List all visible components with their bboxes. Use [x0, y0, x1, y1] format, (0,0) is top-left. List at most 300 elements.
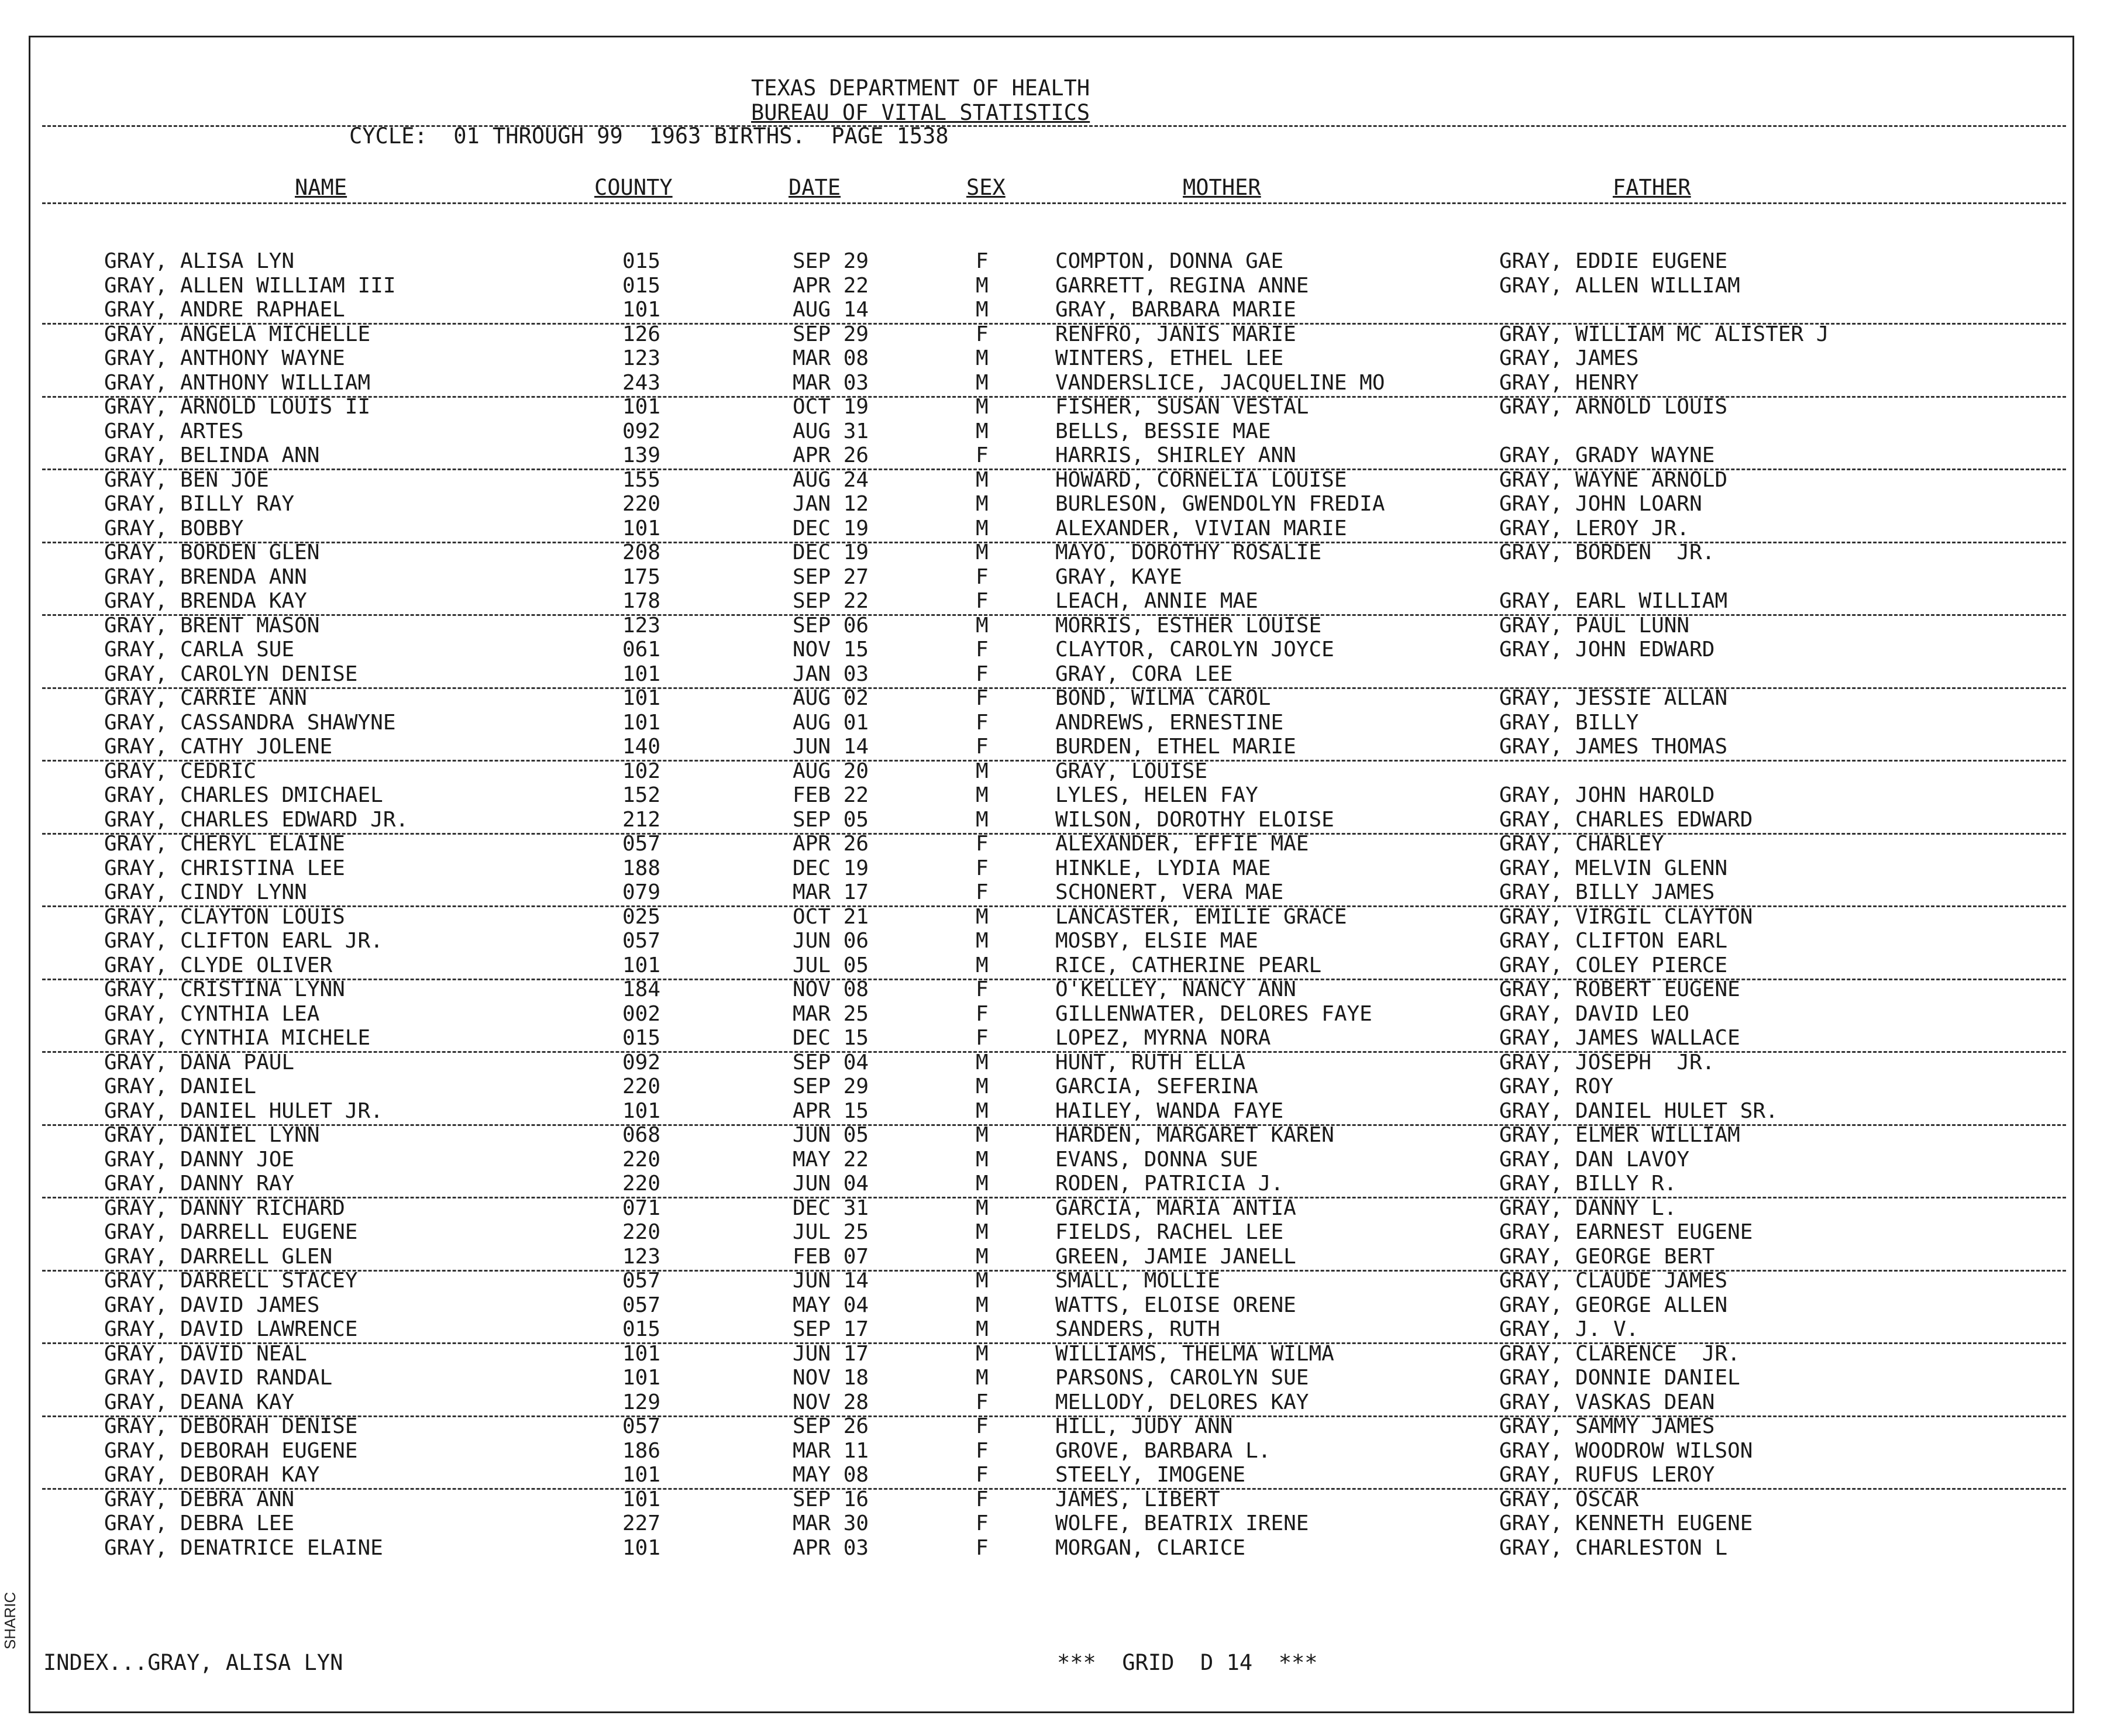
- header-bureau: BUREAU OF VITAL STATISTICS: [751, 100, 1090, 125]
- cell-name: GRAY, DAVID NEAL: [104, 1341, 307, 1366]
- cell-father: GRAY, CLARENCE JR.: [1499, 1341, 1740, 1366]
- cell-county: 175: [622, 564, 661, 589]
- cell-father: GRAY, GEORGE BERT: [1499, 1244, 1715, 1269]
- table-row: [30, 1026, 2072, 1050]
- cell-mother: MORGAN, CLARICE: [1055, 1535, 1246, 1560]
- cell-county: 102: [622, 759, 661, 783]
- cell-sex: M: [976, 759, 989, 783]
- cell-father: GRAY, DAVID LEO: [1499, 1001, 1690, 1026]
- cell-county: 101: [622, 953, 661, 977]
- cell-mother: FISHER, SUSAN VESTAL: [1055, 395, 1309, 419]
- cell-date: MAR 30: [793, 1511, 869, 1535]
- cell-mother: GREEN, JAMIE JANELL: [1055, 1244, 1296, 1269]
- table-row: [30, 1511, 2072, 1536]
- cell-mother: GARCIA, SEFERINA: [1055, 1074, 1258, 1098]
- cell-county: 101: [622, 298, 661, 322]
- cell-mother: LOPEZ, MYRNA NORA: [1055, 1026, 1271, 1050]
- cell-county: 220: [622, 1147, 661, 1172]
- row-divider: [42, 396, 2066, 398]
- cell-name: GRAY, CHRISTINA LEE: [104, 856, 345, 880]
- cell-county: 101: [622, 662, 661, 686]
- cell-mother: GARCIA, MARIA ANTIA: [1055, 1196, 1296, 1220]
- cell-mother: SCHONERT, VERA MAE: [1055, 880, 1284, 904]
- cell-mother: HUNT, RUTH ELLA: [1055, 1050, 1246, 1074]
- cell-name: GRAY, CHARLES EDWARD JR.: [104, 807, 409, 832]
- cell-date: NOV 28: [793, 1390, 869, 1414]
- cell-sex: F: [976, 710, 989, 735]
- cell-name: GRAY, ANGELA MICHELLE: [104, 322, 371, 346]
- cell-father: GRAY, DAN LAVOY: [1499, 1147, 1690, 1172]
- cell-father: GRAY, GEORGE ALLEN: [1499, 1293, 1728, 1317]
- cell-name: GRAY, CATHY JOLENE: [104, 735, 333, 759]
- cell-name: GRAY, BORDEN GLEN: [104, 540, 320, 564]
- cell-mother: GRAY, KAYE: [1055, 564, 1182, 589]
- table-row: [30, 662, 2072, 687]
- cell-mother: HOWARD, CORNELIA LOUISE: [1055, 467, 1347, 492]
- table-row: [30, 905, 2072, 929]
- cell-father: GRAY, J. V.: [1499, 1317, 1639, 1341]
- header-divider: [42, 125, 2066, 127]
- cell-mother: WOLFE, BEATRIX IRENE: [1055, 1511, 1309, 1535]
- cell-father: GRAY, BORDEN JR.: [1499, 540, 1715, 564]
- cell-name: GRAY, CYNTHIA LEA: [104, 1001, 320, 1026]
- cell-county: 057: [622, 1414, 661, 1438]
- cell-sex: M: [976, 1317, 989, 1341]
- table-row: [30, 274, 2072, 298]
- cell-date: SEP 06: [793, 613, 869, 638]
- column-header-mother: MOTHER: [1183, 175, 1261, 200]
- cell-sex: M: [976, 370, 989, 395]
- cell-date: MAR 03: [793, 370, 869, 395]
- table-row: [30, 614, 2072, 638]
- cell-father: GRAY, GRADY WAYNE: [1499, 443, 1715, 467]
- cell-county: 186: [622, 1438, 661, 1463]
- cell-county: 123: [622, 346, 661, 370]
- cell-date: MAY 04: [793, 1293, 869, 1317]
- cell-date: MAR 11: [793, 1438, 869, 1463]
- cell-father: GRAY, ELMER WILLIAM: [1499, 1123, 1740, 1147]
- cell-date: DEC 19: [793, 516, 869, 540]
- cell-name: GRAY, CARLA SUE: [104, 638, 295, 662]
- cell-date: SEP 29: [793, 322, 869, 346]
- table-row: [30, 1342, 2072, 1366]
- cell-date: SEP 17: [793, 1317, 869, 1341]
- cell-date: SEP 29: [793, 1074, 869, 1098]
- cell-date: SEP 29: [793, 249, 869, 273]
- cell-name: GRAY, DENATRICE ELAINE: [104, 1535, 383, 1560]
- table-row: [30, 808, 2072, 832]
- cell-county: 015: [622, 1026, 661, 1050]
- cell-name: GRAY, DEBORAH KAY: [104, 1463, 320, 1487]
- cell-mother: SMALL, MOLLIE: [1055, 1269, 1220, 1293]
- table-row: [30, 1414, 2072, 1439]
- cell-name: GRAY, BELINDA ANN: [104, 443, 320, 467]
- cell-name: GRAY, CARRIE ANN: [104, 686, 307, 710]
- cell-name: GRAY, BEN JOE: [104, 467, 269, 492]
- cell-mother: ALEXANDER, EFFIE MAE: [1055, 832, 1309, 856]
- table-row: [30, 638, 2072, 662]
- cell-sex: M: [976, 1341, 989, 1366]
- cell-sex: M: [976, 467, 989, 492]
- table-row: [30, 1074, 2072, 1099]
- cell-county: 188: [622, 856, 661, 880]
- cell-father: GRAY, OSCAR: [1499, 1487, 1639, 1511]
- cell-mother: GROVE, BARBARA L.: [1055, 1438, 1271, 1463]
- cell-mother: WATTS, ELOISE ORENE: [1055, 1293, 1296, 1317]
- cell-county: 068: [622, 1123, 661, 1147]
- cell-father: GRAY, SAMMY JAMES: [1499, 1414, 1715, 1438]
- cell-county: 220: [622, 1074, 661, 1098]
- table-row: [30, 443, 2072, 468]
- table-row: [30, 419, 2072, 444]
- table-row: [30, 711, 2072, 735]
- cell-father: GRAY, BILLY JAMES: [1499, 880, 1715, 904]
- cell-mother: GILLENWATER, DELORES FAYE: [1055, 1001, 1372, 1026]
- table-row: [30, 1536, 2072, 1561]
- table-row: [30, 1245, 2072, 1269]
- cell-sex: F: [976, 662, 989, 686]
- cell-mother: FIELDS, RACHEL LEE: [1055, 1220, 1284, 1244]
- cell-sex: M: [976, 1098, 989, 1123]
- cell-date: SEP 04: [793, 1050, 869, 1074]
- cell-county: 101: [622, 1341, 661, 1366]
- cell-father: GRAY, JOHN LOARN: [1499, 492, 1702, 516]
- table-row: [30, 880, 2072, 905]
- cell-mother: WINTERS, ETHEL LEE: [1055, 346, 1284, 370]
- cell-father: GRAY, CHARLEY: [1499, 832, 1664, 856]
- cell-mother: BURDEN, ETHEL MARIE: [1055, 735, 1296, 759]
- cell-sex: M: [976, 1366, 989, 1390]
- cell-county: 015: [622, 273, 661, 298]
- table-row: [30, 1196, 2072, 1221]
- cell-county: 101: [622, 395, 661, 419]
- table-row: [30, 1220, 2072, 1245]
- cell-county: 101: [622, 1098, 661, 1123]
- cell-father: GRAY, JAMES THOMAS: [1499, 735, 1728, 759]
- cell-date: NOV 18: [793, 1366, 869, 1390]
- cell-date: NOV 08: [793, 977, 869, 1001]
- cell-name: GRAY, DEBRA ANN: [104, 1487, 295, 1511]
- cell-sex: F: [976, 1438, 989, 1463]
- cell-county: 178: [622, 589, 661, 613]
- table-row: [30, 735, 2072, 759]
- cell-sex: F: [976, 1535, 989, 1560]
- cell-father: GRAY, ROY: [1499, 1074, 1614, 1098]
- cell-date: SEP 27: [793, 564, 869, 589]
- cell-mother: ALEXANDER, VIVIAN MARIE: [1055, 516, 1347, 540]
- cell-father: GRAY, WILLIAM MC ALISTER J: [1499, 322, 1829, 346]
- table-row: [30, 322, 2072, 347]
- cell-date: NOV 15: [793, 638, 869, 662]
- cell-county: 155: [622, 467, 661, 492]
- cell-name: GRAY, ANDRE RAPHAEL: [104, 298, 345, 322]
- cell-sex: F: [976, 880, 989, 904]
- table-row: [30, 346, 2072, 371]
- cell-name: GRAY, DANIEL HULET JR.: [104, 1098, 383, 1123]
- cell-name: GRAY, DARRELL GLEN: [104, 1244, 333, 1269]
- cell-father: GRAY, DONNIE DANIEL: [1499, 1366, 1740, 1390]
- cell-sex: M: [976, 273, 989, 298]
- cell-mother: GRAY, CORA LEE: [1055, 662, 1233, 686]
- cell-father: GRAY, VIRGIL CLAYTON: [1499, 904, 1753, 929]
- cell-mother: BURLESON, GWENDOLYN FREDIA: [1055, 492, 1385, 516]
- cell-father: GRAY, DANNY L.: [1499, 1196, 1677, 1220]
- cell-mother: BOND, WILMA CAROL: [1055, 686, 1271, 710]
- cell-name: GRAY, ALISA LYN: [104, 249, 295, 273]
- cell-county: 126: [622, 322, 661, 346]
- cell-sex: F: [976, 856, 989, 880]
- cell-name: GRAY, DEBORAH EUGENE: [104, 1438, 358, 1463]
- cell-mother: HAILEY, WANDA FAYE: [1055, 1098, 1284, 1123]
- cell-father: GRAY, EDDIE EUGENE: [1499, 249, 1728, 273]
- cell-county: 057: [622, 929, 661, 953]
- column-header-sex: SEX: [966, 175, 1006, 200]
- cell-sex: F: [976, 1487, 989, 1511]
- cell-sex: M: [976, 346, 989, 370]
- cell-date: AUG 31: [793, 419, 869, 443]
- row-divider: [42, 1342, 2066, 1344]
- table-row: [30, 1269, 2072, 1293]
- cell-mother: HARRIS, SHIRLEY ANN: [1055, 443, 1296, 467]
- cell-father: GRAY, DANIEL HULET SR.: [1499, 1098, 1778, 1123]
- cell-father: GRAY, CHARLES EDWARD: [1499, 807, 1753, 832]
- cell-mother: O'KELLEY, NANCY ANN: [1055, 977, 1296, 1001]
- cell-date: JAN 12: [793, 492, 869, 516]
- cell-name: GRAY, ANTHONY WILLIAM: [104, 370, 371, 395]
- cell-name: GRAY, CAROLYN DENISE: [104, 662, 358, 686]
- column-header-divider: [42, 202, 2066, 204]
- table-row: [30, 468, 2072, 492]
- cell-father: GRAY, ROBERT EUGENE: [1499, 977, 1740, 1001]
- cell-date: APR 26: [793, 443, 869, 467]
- cell-date: AUG 20: [793, 759, 869, 783]
- cell-name: GRAY, ANTHONY WAYNE: [104, 346, 345, 370]
- row-divider: [42, 1415, 2066, 1417]
- cell-date: DEC 19: [793, 540, 869, 564]
- cell-county: 123: [622, 1244, 661, 1269]
- table-row: [30, 540, 2072, 565]
- cell-sex: F: [976, 322, 989, 346]
- cell-date: MAR 17: [793, 880, 869, 904]
- table-row: [30, 1463, 2072, 1487]
- cell-county: 243: [622, 370, 661, 395]
- cell-county: 092: [622, 1050, 661, 1074]
- cell-date: MAR 25: [793, 1001, 869, 1026]
- cell-name: GRAY, DANA PAUL: [104, 1050, 295, 1074]
- cell-sex: M: [976, 492, 989, 516]
- cell-county: 002: [622, 1001, 661, 1026]
- cell-name: GRAY, CLAYTON LOUIS: [104, 904, 345, 929]
- cell-sex: F: [976, 249, 989, 273]
- cell-date: APR 22: [793, 273, 869, 298]
- cell-sex: F: [976, 1390, 989, 1414]
- cell-name: GRAY, BILLY RAY: [104, 492, 295, 516]
- cell-name: GRAY, CHARLES DMICHAEL: [104, 783, 383, 807]
- cell-sex: M: [976, 419, 989, 443]
- cell-father: GRAY, JOHN EDWARD: [1499, 638, 1715, 662]
- cell-father: GRAY, CHARLESTON L: [1499, 1535, 1728, 1560]
- cell-name: GRAY, DAVID RANDAL: [104, 1366, 333, 1390]
- cell-father: GRAY, HENRY: [1499, 370, 1639, 395]
- cell-sex: F: [976, 832, 989, 856]
- cell-mother: HARDEN, MARGARET KAREN: [1055, 1123, 1334, 1147]
- cell-mother: WILLIAMS, THELMA WILMA: [1055, 1341, 1334, 1366]
- cell-mother: EVANS, DONNA SUE: [1055, 1147, 1258, 1172]
- cell-name: GRAY, CLIFTON EARL JR.: [104, 929, 383, 953]
- table-row: [30, 1317, 2072, 1342]
- cell-county: 220: [622, 1172, 661, 1196]
- cell-father: GRAY, EARNEST EUGENE: [1499, 1220, 1753, 1244]
- cell-sex: M: [976, 1293, 989, 1317]
- cell-date: JUL 25: [793, 1220, 869, 1244]
- table-row: [30, 1487, 2072, 1512]
- cell-name: GRAY, CYNTHIA MICHELE: [104, 1026, 371, 1050]
- cell-date: DEC 31: [793, 1196, 869, 1220]
- table-row: [30, 1390, 2072, 1415]
- cell-sex: M: [976, 540, 989, 564]
- cell-county: 101: [622, 1463, 661, 1487]
- cell-county: 208: [622, 540, 661, 564]
- cell-sex: M: [976, 1196, 989, 1220]
- cell-county: 220: [622, 492, 661, 516]
- cell-father: GRAY, LEROY JR.: [1499, 516, 1690, 540]
- cell-date: JUN 06: [793, 929, 869, 953]
- row-divider: [42, 469, 2066, 470]
- cell-county: 057: [622, 832, 661, 856]
- cell-father: GRAY, JAMES: [1499, 346, 1639, 370]
- cell-mother: MOSBY, ELSIE MAE: [1055, 929, 1258, 953]
- row-divider: [42, 833, 2066, 835]
- cell-county: 184: [622, 977, 661, 1001]
- cell-name: GRAY, DARRELL STACEY: [104, 1269, 358, 1293]
- cell-sex: M: [976, 1244, 989, 1269]
- table-row: [30, 1148, 2072, 1172]
- cell-county: 212: [622, 807, 661, 832]
- table-row: [30, 1172, 2072, 1196]
- table-row: [30, 565, 2072, 590]
- cell-date: OCT 19: [793, 395, 869, 419]
- cell-mother: CLAYTOR, CAROLYN JOYCE: [1055, 638, 1334, 662]
- cell-sex: M: [976, 1074, 989, 1098]
- cell-sex: M: [976, 1220, 989, 1244]
- cell-sex: M: [976, 807, 989, 832]
- cell-date: DEC 15: [793, 1026, 869, 1050]
- cell-name: GRAY, DAVID JAMES: [104, 1293, 320, 1317]
- table-row: [30, 832, 2072, 856]
- cell-father: GRAY, JOSEPH JR.: [1499, 1050, 1715, 1074]
- cell-county: 140: [622, 735, 661, 759]
- cell-county: 139: [622, 443, 661, 467]
- cell-date: MAY 22: [793, 1147, 869, 1172]
- row-divider: [42, 1270, 2066, 1272]
- row-divider: [42, 1488, 2066, 1490]
- header-department: TEXAS DEPARTMENT OF HEALTH: [751, 75, 1090, 101]
- cell-sex: M: [976, 1147, 989, 1172]
- cell-name: GRAY, CRISTINA LYNN: [104, 977, 345, 1001]
- table-row: [30, 1293, 2072, 1318]
- cell-sex: F: [976, 443, 989, 467]
- table-row: [30, 298, 2072, 322]
- cell-mother: HILL, JUDY ANN: [1055, 1414, 1233, 1438]
- table-row: [30, 783, 2072, 808]
- cell-father: GRAY, CLIFTON EARL: [1499, 929, 1728, 953]
- cell-father: GRAY, VASKAS DEAN: [1499, 1390, 1715, 1414]
- cell-sex: F: [976, 1026, 989, 1050]
- cell-mother: HINKLE, LYDIA MAE: [1055, 856, 1271, 880]
- table-row: [30, 589, 2072, 614]
- cell-county: 101: [622, 710, 661, 735]
- footer-index: INDEX...GRAY, ALISA LYN: [43, 1650, 343, 1675]
- cell-county: 152: [622, 783, 661, 807]
- cell-sex: M: [976, 783, 989, 807]
- cell-mother: MAYO, DOROTHY ROSALIE: [1055, 540, 1322, 564]
- cell-sex: F: [976, 1463, 989, 1487]
- cell-sex: M: [976, 613, 989, 638]
- cell-date: MAY 08: [793, 1463, 869, 1487]
- row-divider: [42, 687, 2066, 689]
- cell-name: GRAY, BOBBY: [104, 516, 244, 540]
- cell-mother: GRAY, BARBARA MARIE: [1055, 298, 1296, 322]
- table-row: [30, 371, 2072, 395]
- cell-date: JAN 03: [793, 662, 869, 686]
- cell-county: 101: [622, 1366, 661, 1390]
- row-divider: [42, 1197, 2066, 1198]
- cell-mother: SANDERS, RUTH: [1055, 1317, 1220, 1341]
- cell-father: GRAY, BILLY R.: [1499, 1172, 1677, 1196]
- cell-mother: PARSONS, CAROLYN SUE: [1055, 1366, 1309, 1390]
- cell-mother: LEACH, ANNIE MAE: [1055, 589, 1258, 613]
- cell-name: GRAY, DEBRA LEE: [104, 1511, 295, 1535]
- cell-date: JUN 14: [793, 735, 869, 759]
- row-divider: [42, 614, 2066, 616]
- cell-date: MAR 08: [793, 346, 869, 370]
- table-row: [30, 759, 2072, 784]
- cell-date: AUG 01: [793, 710, 869, 735]
- cell-name: GRAY, ARTES: [104, 419, 244, 443]
- cell-date: FEB 22: [793, 783, 869, 807]
- cell-county: 015: [622, 1317, 661, 1341]
- cell-mother: COMPTON, DONNA GAE: [1055, 249, 1284, 273]
- cell-father: GRAY, ALLEN WILLIAM: [1499, 273, 1740, 298]
- cell-sex: F: [976, 564, 989, 589]
- cell-father: GRAY, JAMES WALLACE: [1499, 1026, 1740, 1050]
- cell-county: 101: [622, 516, 661, 540]
- cell-date: SEP 16: [793, 1487, 869, 1511]
- cell-name: GRAY, ARNOLD LOUIS II: [104, 395, 371, 419]
- row-divider: [42, 905, 2066, 907]
- cell-father: GRAY, EARL WILLIAM: [1499, 589, 1728, 613]
- cell-county: 057: [622, 1293, 661, 1317]
- table-row: [30, 1439, 2072, 1463]
- cell-date: SEP 26: [793, 1414, 869, 1438]
- cell-mother: STEELY, IMOGENE: [1055, 1463, 1246, 1487]
- cell-name: GRAY, DEBORAH DENISE: [104, 1414, 358, 1438]
- cell-date: FEB 07: [793, 1244, 869, 1269]
- cell-father: GRAY, CLAUDE JAMES: [1499, 1269, 1728, 1293]
- cell-date: APR 03: [793, 1535, 869, 1560]
- header-cycle: CYCLE: 01 THROUGH 99 1963 BIRTHS. PAGE 1538: [349, 123, 949, 149]
- table-row: [30, 1123, 2072, 1148]
- cell-mother: LYLES, HELEN FAY: [1055, 783, 1258, 807]
- cell-father: GRAY, RUFUS LEROY: [1499, 1463, 1715, 1487]
- cell-sex: M: [976, 1050, 989, 1074]
- cell-date: AUG 24: [793, 467, 869, 492]
- cell-county: 123: [622, 613, 661, 638]
- row-divider: [42, 542, 2066, 543]
- cell-mother: MELLODY, DELORES KAY: [1055, 1390, 1309, 1414]
- cell-name: GRAY, ALLEN WILLIAM III: [104, 273, 396, 298]
- cell-sex: F: [976, 977, 989, 1001]
